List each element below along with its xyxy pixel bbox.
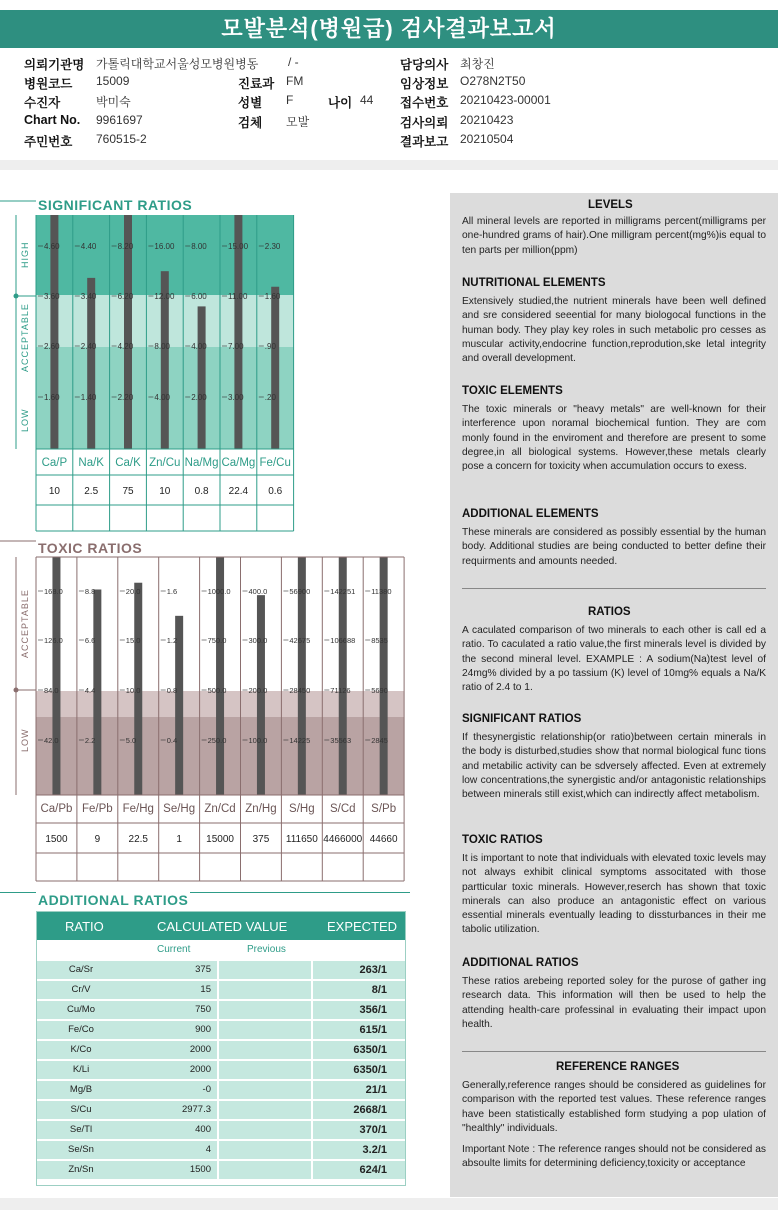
tick-label: 3.40	[80, 292, 97, 301]
value-label: 10	[159, 486, 171, 497]
cell-previous	[219, 1041, 311, 1059]
reference-ranges-title: REFERENCE RANGES	[556, 1061, 680, 1073]
category-label: Na/K	[78, 457, 104, 469]
value-label: 22.5	[128, 834, 148, 845]
category-label: Fe/Cu	[259, 457, 291, 469]
bar-fe-cu	[271, 287, 279, 449]
tick-label: 142251	[330, 587, 356, 596]
tick-label: 42.0	[44, 736, 59, 745]
tick-label: 100.0	[248, 736, 268, 745]
tick-label: 6.6	[84, 636, 96, 645]
tick-label: 71126	[330, 686, 351, 695]
cell-current: 400	[125, 1121, 217, 1139]
value-label: 0.6	[268, 486, 283, 497]
cell-previous	[219, 981, 311, 999]
expected-header: EXPECTED	[327, 919, 398, 934]
cell-current: 2977.3	[125, 1101, 217, 1119]
value-label: 9	[94, 834, 101, 845]
cell-expected: 6350/1	[313, 1061, 405, 1079]
tick-label: 5.0	[125, 736, 137, 745]
bar-zn-hg	[257, 595, 265, 795]
tick-label: 11380	[371, 587, 392, 596]
additional-elements-title: ADDITIONAL ELEMENTS	[462, 508, 599, 520]
significant-ratios-title: SIGNIFICANT RATIOS	[38, 197, 193, 213]
tick-label: 42675	[289, 636, 311, 645]
tick-label: 2845	[371, 736, 388, 745]
value-label: 2.5	[84, 486, 99, 497]
tick-label: 15.0	[125, 636, 141, 645]
cell-previous	[219, 1101, 311, 1119]
doctor-value: 최창진	[460, 57, 495, 71]
cell-current: 750	[125, 1001, 217, 1019]
ward-value: / -	[288, 55, 299, 69]
cell-expected: 6350/1	[313, 1041, 405, 1059]
id-value: 760515-2	[96, 132, 147, 146]
specimen-label: 검체	[238, 116, 263, 130]
table-row	[37, 960, 405, 980]
category-label: Ca/P	[41, 457, 68, 469]
footer-divider	[0, 1198, 778, 1210]
tick-label: 8.00	[154, 342, 170, 351]
tick-label: 8.00	[191, 242, 207, 251]
cell-current: 375	[125, 961, 217, 979]
additional-ratios-panel-text: These ratios arebeing reported soley for the purose of gather ing research data. This information will then be used to help the attending health-care professinal in evaluating their impact upon health.	[462, 976, 766, 1030]
additional-header	[37, 912, 405, 940]
report-label: 결과보고	[400, 135, 449, 149]
patient-info	[0, 55, 778, 155]
cell-previous	[219, 1141, 311, 1159]
section-divider	[0, 160, 778, 170]
ratios-text: A caculated comparison of two minerals to each other is call ed a ratio. To caculated a ratio value,the first minerals level is divided by the second mineral level. EXAMPLE : A sodium(Na)test level of 24mg% divided by a po tassium (K) level of 10mg% equals a Na/K ratio of 2.4 to 1.	[462, 625, 766, 694]
significant-ratios-chart	[0, 193, 300, 533]
tick-label: 5690	[371, 686, 388, 695]
tick-label: 8535	[371, 636, 388, 645]
calc-header: CALCULATED VALUE	[157, 919, 288, 934]
tick-label: 8.20	[117, 242, 134, 251]
category-label: S/Hg	[289, 803, 315, 815]
cell-ratio: Cr/V	[37, 981, 125, 999]
tick-label: 4.00	[154, 393, 170, 402]
cell-previous	[219, 961, 311, 979]
table-row	[37, 1160, 405, 1180]
cell-previous	[219, 1081, 311, 1099]
tick-label: 750.0	[207, 636, 227, 645]
tick-label: 2.2	[84, 736, 96, 745]
additional-ratios-table	[36, 911, 406, 1186]
tick-label: 250.0	[207, 736, 227, 745]
ratios-title: RATIOS	[588, 606, 631, 618]
category-label: Na/Mg	[184, 457, 219, 469]
tick-label: 2.60	[44, 342, 60, 351]
value-label: 4466000	[323, 834, 363, 845]
nutritional-title: NUTRITIONAL ELEMENTS	[462, 277, 606, 289]
tick-label: 12.00	[154, 292, 175, 301]
tick-label: 20.0	[125, 587, 141, 596]
value-label: 75	[122, 486, 134, 497]
cell-previous	[219, 1121, 311, 1139]
category-label: Fe/Pb	[82, 803, 113, 815]
sex-value: F	[286, 93, 294, 107]
tick-label: .20	[264, 393, 276, 402]
significant-side-acceptable: ACCEPTABLE	[20, 303, 30, 372]
toxic-elements-text: The toxic minerals or "heavy metals" are well-known for their interference upon noramal biochemical funtion. They are com monly found in the enviroment and therefore are present to some degree,in all biological systems. However,these metals clearly pose a concern for toxicity when accumulation occurs to exess.	[462, 404, 766, 473]
tick-label: 28450	[289, 686, 311, 695]
tick-label: 2.30	[264, 242, 281, 251]
cell-expected: 370/1	[313, 1121, 405, 1139]
tick-label: 10.0	[125, 686, 141, 695]
request-value: 20210423	[460, 113, 514, 127]
age-value: 44	[360, 93, 374, 107]
reception-label: 접수번호	[400, 96, 449, 110]
sex-label: 성별	[238, 96, 263, 110]
value-label: 0.8	[194, 486, 209, 497]
cell-ratio: Mg/B	[37, 1081, 125, 1099]
value-label: 10	[48, 486, 60, 497]
reference-note-text: Important Note : The reference ranges should not be considered as absoulte limits for determining deficiency,toxicity or acceptance	[462, 1144, 766, 1170]
tick-label: .90	[264, 342, 276, 351]
tick-label: 300.0	[248, 636, 268, 645]
tick-label: 0.4	[166, 736, 178, 745]
tick-label: 1.60	[44, 393, 60, 402]
tick-label: 15.00	[228, 242, 249, 251]
table-row	[37, 1120, 405, 1140]
hospital-label: 의뢰기관명	[24, 58, 85, 72]
dept-label: 진료과	[238, 77, 275, 91]
id-label: 주민번호	[24, 135, 73, 149]
patient-label: 수진자	[24, 96, 61, 110]
tick-label: 84.0	[44, 686, 59, 695]
category-label: Ca/K	[115, 457, 141, 469]
nutritional-text: Extensively studied,the nutrient minerals have been well defined and sre considered seeential for many biologocal functions in the human body. They play key roles in such metabolic pro cesses as muscular activity,endocrine function,reprodution,ske letal integrity and overall development.	[462, 296, 766, 365]
cell-current: 2000	[125, 1061, 217, 1079]
cell-expected: 8/1	[313, 981, 405, 999]
cell-expected: 3.2/1	[313, 1141, 405, 1159]
tick-label: 126.0	[44, 636, 63, 645]
cell-ratio: Cu/Mo	[37, 1001, 125, 1019]
value-label: 22.4	[228, 486, 249, 497]
tick-label: 168.0	[44, 587, 63, 596]
previous-header: Previous	[247, 944, 286, 955]
cell-current: 2000	[125, 1041, 217, 1059]
title-bar	[0, 0, 778, 58]
tick-label: 11.00	[228, 292, 248, 301]
significant-side-low: LOW	[20, 408, 30, 432]
cell-current: 900	[125, 1021, 217, 1039]
toxic-elements-title: TOXIC ELEMENTS	[462, 385, 563, 397]
chart-value: 9961697	[96, 113, 143, 127]
dept-value: FM	[286, 74, 304, 88]
info-panel	[450, 193, 778, 1197]
specimen-value: 모발	[286, 115, 310, 129]
tick-label: 4.00	[191, 342, 207, 351]
value-label: 1	[176, 834, 182, 845]
cell-expected: 356/1	[313, 1001, 405, 1019]
bar-na-mg	[198, 306, 206, 449]
cell-current: 1500	[125, 1161, 217, 1179]
tick-label: 16.00	[154, 242, 175, 251]
ratio-header: RATIO	[65, 919, 104, 934]
cell-expected: 2668/1	[313, 1101, 405, 1119]
tick-label: 6.00	[191, 292, 207, 301]
cell-ratio: Zn/Sn	[37, 1161, 125, 1179]
table-row	[37, 1060, 405, 1080]
toxic-ratios-panel-title: TOXIC RATIOS	[462, 834, 543, 846]
category-label: Se/Hg	[163, 803, 196, 815]
bar-na-k	[87, 278, 95, 449]
tick-label: 106688	[330, 636, 356, 645]
reception-value: 20210423-00001	[460, 93, 551, 107]
tick-label: 35563	[330, 736, 352, 745]
chart-label: Chart No.	[24, 113, 81, 127]
tick-label: 200.0	[248, 686, 268, 695]
cell-expected: 21/1	[313, 1081, 405, 1099]
tick-label: 2.00	[191, 393, 207, 402]
tick-label: 1.40	[80, 393, 97, 402]
tick-label: 14225	[289, 736, 311, 745]
cell-ratio: S/Cu	[37, 1101, 125, 1119]
category-label: Zn/Cu	[149, 457, 181, 469]
cell-ratio: Se/Sn	[37, 1141, 125, 1159]
toxic-side-acceptable: ACCEPTABLE	[20, 589, 30, 658]
tick-label: 1.60	[264, 292, 281, 301]
tick-label: 8.8	[84, 587, 96, 596]
tick-label: 1.6	[166, 587, 178, 596]
table-row	[37, 1040, 405, 1060]
additional-ratios-title: ADDITIONAL RATIOS	[38, 892, 189, 908]
value-label: 1500	[45, 834, 68, 845]
additional-ratios-panel-title: ADDITIONAL RATIOS	[462, 957, 579, 969]
hospital-value: 가톨릭대학교서울성모병원병동	[96, 57, 259, 71]
tick-label: 7.00	[228, 342, 244, 351]
cell-expected: 615/1	[313, 1021, 405, 1039]
reference-ranges-text: Generally,reference ranges should be considered as guidelines for comparison with the reported test values. These reference ranges have been statistically established form studying a pop ulation of "healthly" individuals.	[462, 1080, 766, 1134]
tick-label: 1000.0	[207, 587, 231, 596]
table-row	[37, 1000, 405, 1020]
value-label: 15000	[206, 834, 234, 845]
toxic-ratios-panel-text: It is important to note that individuals with elevated toxic levels may not always exhibit clinical symptoms associtated with those partticular toxic minerals. However,reserch has shown that toxic minerals can also produce an antagonistic effect on various essential minerals eventually leading to dissturbances in their me tabolic utilization.	[462, 853, 766, 936]
current-header: Current	[157, 944, 191, 955]
toxic-ratios-title: TOXIC RATIOS	[38, 540, 143, 556]
toxic-ratios-chart	[0, 537, 410, 882]
additional-elements-text: These minerals are considered as possibly essential by the human body. Additional studies are being conducted to better define their requirments and amounts needed.	[462, 527, 766, 567]
tick-label: 4.60	[44, 242, 60, 251]
cell-previous	[219, 1061, 311, 1079]
cell-ratio: Fe/Co	[37, 1021, 125, 1039]
value-label: 375	[252, 834, 270, 845]
tick-label: 0.8	[166, 686, 178, 695]
code-value: 15009	[96, 74, 130, 88]
tick-label: 2.40	[80, 342, 97, 351]
tick-label: 2.20	[117, 393, 134, 402]
category-label: Ca/Pb	[40, 803, 73, 815]
cell-expected: 624/1	[313, 1161, 405, 1179]
panel-separator	[462, 1051, 766, 1052]
request-label: 검사의뢰	[400, 116, 449, 130]
age-label: 나이	[328, 96, 353, 110]
levels-title: LEVELS	[588, 199, 633, 211]
page-title: 모발분석(병원급) 검사결과보고서	[0, 10, 778, 48]
value-label: 111650	[285, 834, 318, 845]
table-row	[37, 1020, 405, 1040]
category-label: Ca/Mg	[221, 457, 256, 469]
table-row	[37, 1100, 405, 1120]
tick-label: 4.40	[80, 242, 97, 251]
category-label: S/Cd	[329, 803, 356, 815]
cell-previous	[219, 1001, 311, 1019]
tick-label: 4.4	[84, 686, 96, 695]
panel-separator	[462, 588, 766, 589]
tick-label: 56900	[289, 587, 311, 596]
tick-label: 3.60	[44, 292, 60, 301]
cell-ratio: Se/Tl	[37, 1121, 125, 1139]
cell-current: -0	[125, 1081, 217, 1099]
tick-label: 6.20	[117, 292, 134, 301]
cell-current: 15	[125, 981, 217, 999]
tick-label: 500.0	[207, 686, 227, 695]
cell-current: 4	[125, 1141, 217, 1159]
cell-previous	[219, 1021, 311, 1039]
table-row	[37, 980, 405, 1000]
tick-label: 4.20	[117, 342, 134, 351]
tick-label: 1.2	[166, 636, 178, 645]
tick-label: 3.00	[228, 393, 244, 402]
cell-ratio: K/Co	[37, 1041, 125, 1059]
category-label: Fe/Hg	[122, 803, 154, 815]
significant-ratios-panel-text: If thesynergistic relationship(or ratio)between certain minerals in the body is disturbed,studies show that normal biological func tions and metabilic activity can be sdversely affected. Even at extremely low concentrations,the synergistic and/or antagonistic relationships between minerals still exist,which can indirectly affect metabolism.	[462, 732, 766, 801]
doctor-label: 담당의사	[400, 58, 449, 72]
cell-ratio: Ca/Sr	[37, 961, 125, 979]
report-value: 20210504	[460, 132, 514, 146]
patient-value: 박미숙	[96, 95, 131, 109]
cell-ratio: K/Li	[37, 1061, 125, 1079]
cell-expected: 263/1	[313, 961, 405, 979]
category-label: Zn/Hg	[245, 803, 277, 815]
tick-label: 400.0	[248, 587, 268, 596]
toxic-side-low: LOW	[20, 728, 30, 752]
levels-text: All mineral levels are reported in milligrams percent(milligrams per one-hundred grams of hair).One milligram percent(mg%)is equal to ten parts per million(ppm)	[462, 216, 766, 256]
table-row	[37, 1140, 405, 1160]
table-row	[37, 1080, 405, 1100]
clinical-label: 임상정보	[400, 77, 449, 91]
cell-previous	[219, 1161, 311, 1179]
code-label: 병원코드	[24, 77, 73, 91]
significant-side-high: HIGH	[20, 241, 30, 268]
clinical-value: O278N2T50	[460, 74, 526, 88]
value-label: 44660	[369, 834, 398, 845]
category-label: S/Pb	[371, 803, 397, 815]
significant-ratios-panel-title: SIGNIFICANT RATIOS	[462, 713, 582, 725]
category-label: Zn/Cd	[204, 803, 236, 815]
